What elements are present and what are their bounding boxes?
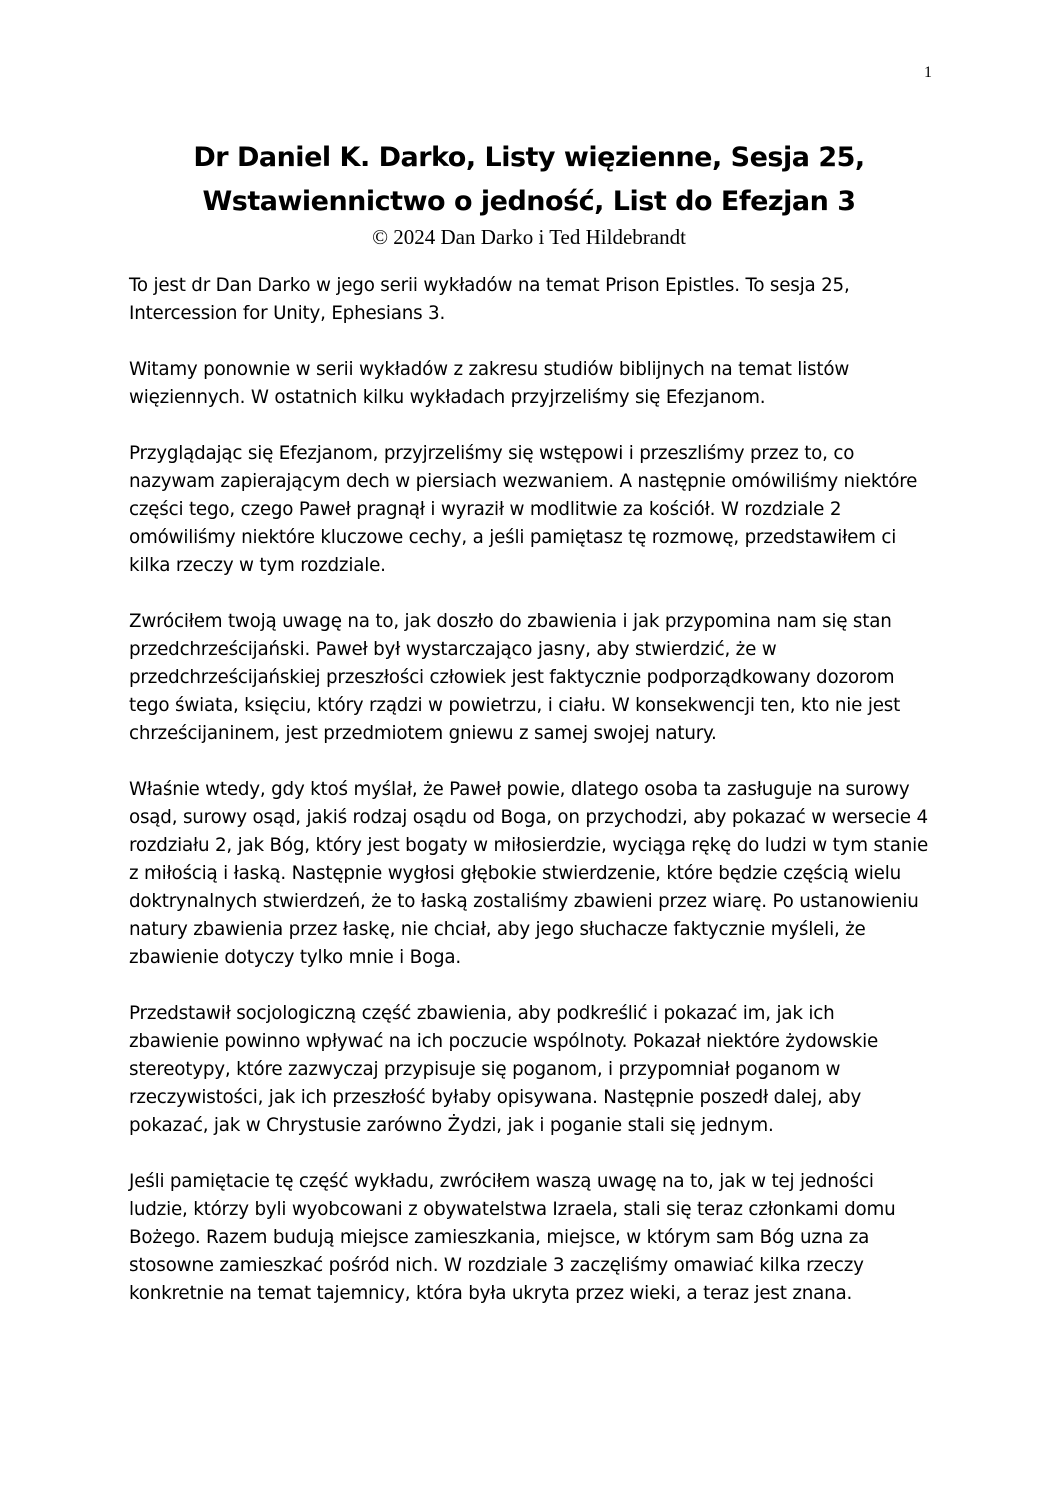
paragraph-3: Przyglądając się Efezjanom, przyjrzeliśmy się wstępowi i przeszliśmy przez to, co nazywam zapierającym dech w piersiach wezwaniem. A następnie omówiliśmy niektóre części tego, czego Paweł pragnął i wyraził w modlitwie za kościół. W rozdziale 2 omówiliśmy niektóre kluczowe cechy, a jeśli pamiętasz tę rozmowę, przedstawiłem ci kilka rzeczy w tym rozdziale. — [129, 443, 918, 576]
copyright-line: © 2024 Dan Darko i Ted Hildebrandt — [372, 225, 686, 249]
title-line-2: Wstawiennictwo o jedność, List do Efezjan 3 — [202, 186, 856, 217]
paragraph-7: Jeśli pamiętacie tę część wykładu, zwróciłem waszą uwagę na to, jak w tej jedności ludzie, którzy byli wyobcowani z obywatelstwa Izraela, stali się teraz członkami domu Bożego. Razem budują miejsce zamieszkania, miejsce, w którym sam Bóg uzna za stosowne zamieszkać pośród nich. W rozdziale 3 zaczęliśmy omawiać kilka rzeczy konkretnie na temat tajemnicy, która była ukryta przez wieki, a teraz jest znana. — [129, 1171, 896, 1304]
paragraph-2: Witamy ponownie w serii wykładów z zakresu studiów biblijnych na temat listów więziennych. W ostatnich kilku wykładach przyjrzeliśmy się Efezjanom. — [129, 359, 850, 408]
document-body — [129, 272, 929, 1336]
paragraph-5: Właśnie wtedy, gdy ktoś myślał, że Paweł powie, dlatego osoba ta zasługuje na surowy osąd, surowy osąd, jakiś rodzaj osądu od Boga, on przychodzi, aby pokazać w wersecie 4 rozdziału 2, jak Bóg, który jest bogaty w miłosierdzie, wyciąga rękę do ludzi w tym stanie z miłością i łaską. Następnie wygłosi głębokie stwierdzenie, które będzie częścią wielu doktrynalnych stwierdzeń, że to łaską zostaliśmy zbawieni przez wiarę. Po ustanowieniu natury zbawienia przez łaskę, nie chciał, aby jego słuchacze faktycznie myśleli, że zbawienie dotyczy tylko mnie i Boga. — [129, 779, 929, 968]
document-title — [0, 136, 1058, 224]
paragraph-1: To jest dr Dan Darko w jego serii wykładów na temat Prison Epistles. To sesja 25, Intercession for Unity, Ephesians 3. — [129, 275, 850, 324]
page-number: 1 — [924, 64, 932, 81]
paragraph-4: Zwróciłem twoją uwagę na to, jak doszło do zbawienia i jak przypomina nam się stan przedchrześcijański. Paweł był wystarczająco jasny, aby stwierdzić, że w przedchrześcijańskiej przeszłości człowiek jest faktycznie podporządkowany dozorom tego świata, księciu, który rządzi w powietrzu, i ciału. W konsekwencji ten, kto nie jest chrześcijaninem, jest przedmiotem gniewu z samej swojej natury. — [129, 611, 901, 744]
document-header — [0, 136, 1058, 250]
paragraph-6: Przedstawił socjologiczną część zbawienia, aby podkreślić i pokazać im, jak ich zbawienie powinno wpływać na ich poczucie wspólnoty. Pokazał niektóre żydowskie stereotypy, które zazwyczaj przypisuje się poganom, i przypomniał poganom w rzeczywistości, jak ich przeszłość byłaby opisywana. Następnie poszedł dalej, aby pokazać, jak w Chrystusie zarówno Żydzi, jak i poganie stali się jednym. — [129, 1003, 879, 1136]
title-line-1: Dr Daniel K. Darko, Listy więzienne, Sesja 25, — [193, 142, 865, 173]
